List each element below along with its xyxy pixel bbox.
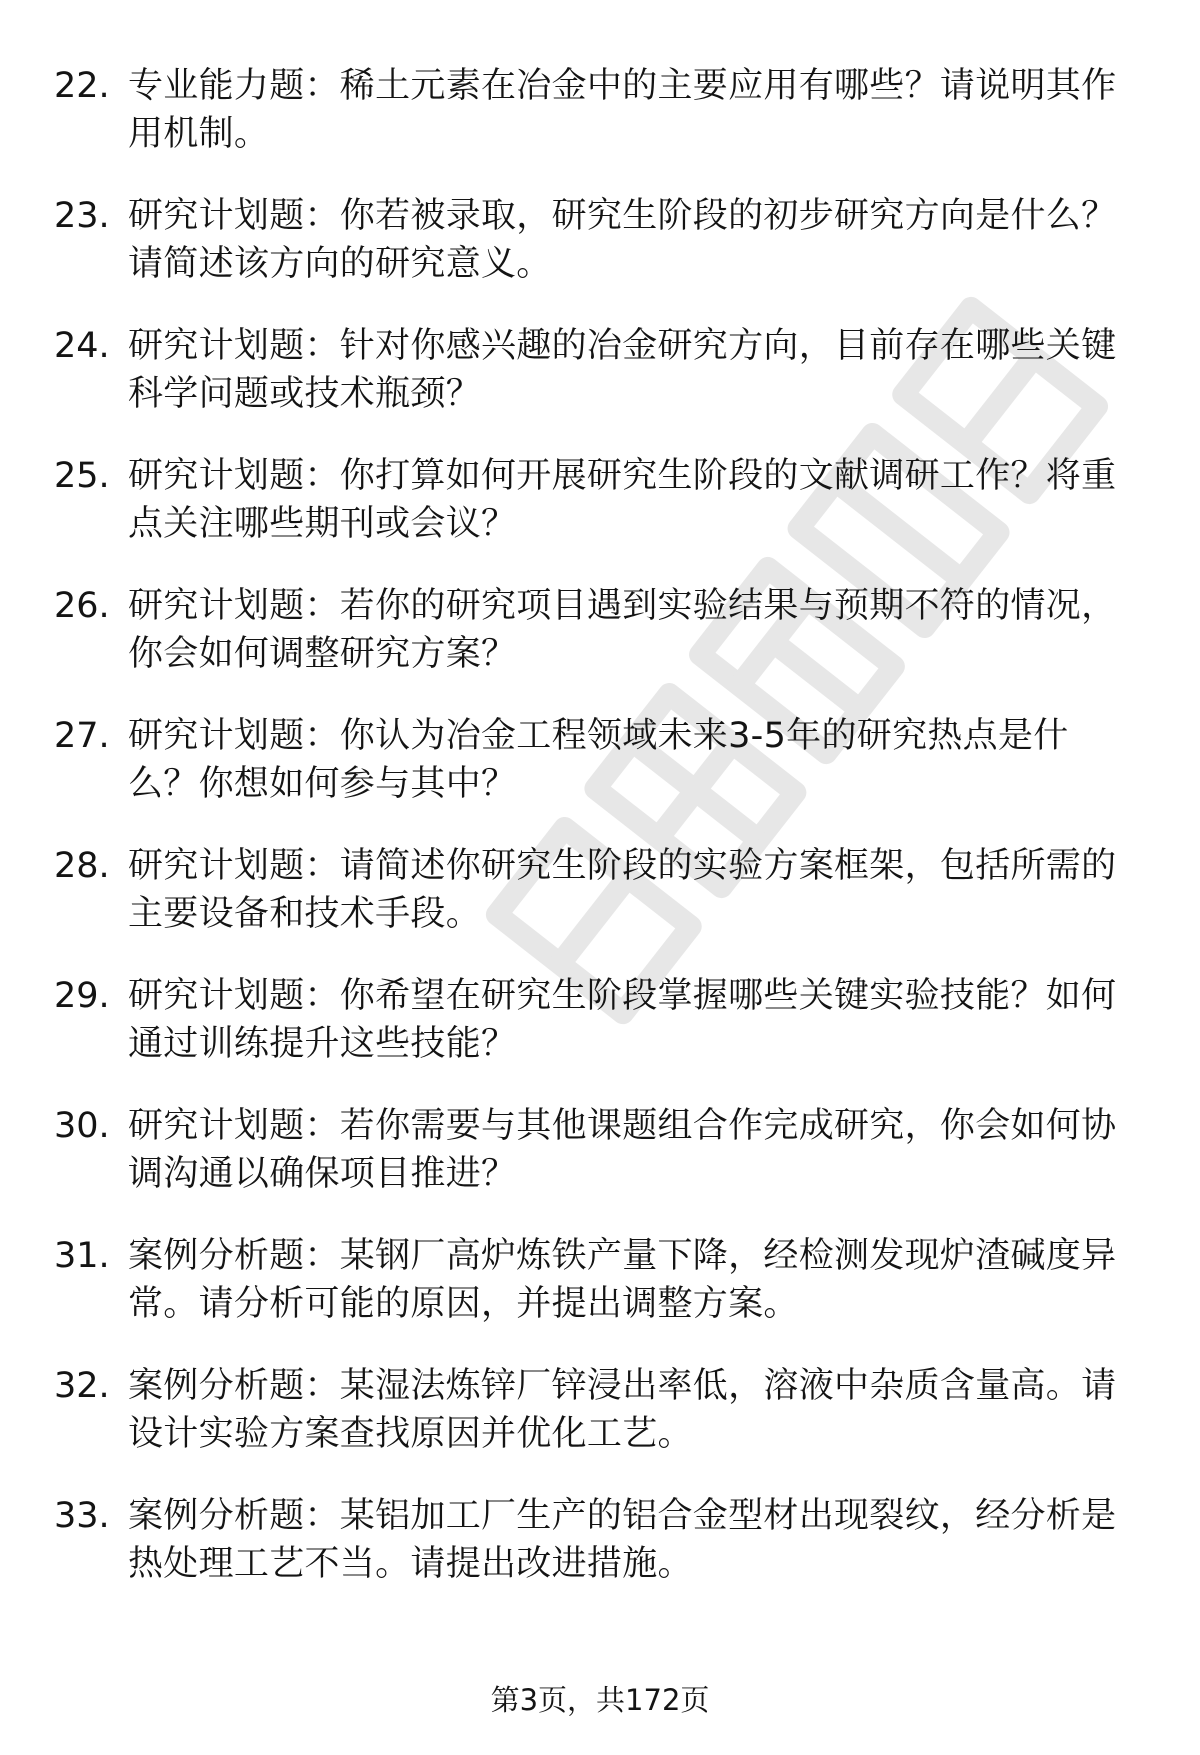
question-text (128, 1362, 1140, 1458)
question-text-line: 么？你想如何参与其中？ (128, 764, 517, 804)
question-number: 27. (54, 716, 110, 756)
question-text-line: 科学问题或技术瓶颈？ (128, 374, 482, 414)
question-text-line: 请简述该方向的研究意义。 (128, 244, 552, 284)
question-text (128, 842, 1140, 938)
question-number: 22. (54, 66, 110, 106)
question-item (0, 1102, 1200, 1232)
question-number: 24. (54, 326, 110, 366)
question-text (128, 582, 1140, 678)
question-text (128, 1102, 1140, 1198)
question-text-line: 你会如何调整研究方案？ (128, 634, 517, 674)
question-number: 29. (54, 976, 110, 1016)
question-item (0, 842, 1200, 972)
question-text-line: 通过训练提升这些技能？ (128, 1024, 517, 1064)
question-number: 26. (54, 586, 110, 626)
question-text-line: 点关注哪些期刊或会议？ (128, 504, 517, 544)
question-list (0, 62, 1200, 1622)
question-text-line: 研究计划题：你若被录取，研究生阶段的初步研究方向是什么？ (128, 196, 1117, 236)
question-item (0, 1492, 1200, 1622)
question-text (128, 1492, 1140, 1588)
question-text (128, 712, 1140, 808)
question-text (128, 972, 1140, 1068)
question-text-line: 调沟通以确保项目推进？ (128, 1154, 517, 1194)
question-item (0, 1362, 1200, 1492)
question-number: 25. (54, 456, 110, 496)
page-footer (0, 1680, 1200, 1720)
question-text-line: 研究计划题：针对你感兴趣的冶金研究方向，目前存在哪些关键 (128, 326, 1117, 366)
question-item (0, 712, 1200, 842)
question-text-line: 案例分析题：某铝加工厂生产的铝合金型材出现裂纹，经分析是 (128, 1496, 1117, 1536)
question-item (0, 972, 1200, 1102)
question-item (0, 322, 1200, 452)
question-text (128, 192, 1140, 288)
question-number: 31. (54, 1236, 110, 1276)
question-text (128, 62, 1140, 158)
question-text-line: 设计实验方案查找原因并优化工艺。 (128, 1414, 693, 1454)
question-text-line: 研究计划题：若你的研究项目遇到实验结果与预期不符的情况， (128, 586, 1117, 626)
question-text-line: 研究计划题：你希望在研究生阶段掌握哪些关键实验技能？如何 (128, 976, 1117, 1016)
question-text-line: 研究计划题：你打算如何开展研究生阶段的文献调研工作？将重 (128, 456, 1117, 496)
question-text-line: 常。请分析可能的原因，并提出调整方案。 (128, 1284, 799, 1324)
question-text-line: 热处理工艺不当。请提出改进措施。 (128, 1544, 693, 1584)
question-number: 33. (54, 1496, 110, 1536)
question-text (128, 452, 1140, 548)
question-item (0, 1232, 1200, 1362)
question-text (128, 1232, 1140, 1328)
question-item (0, 452, 1200, 582)
question-text (128, 322, 1140, 418)
question-number: 30. (54, 1106, 110, 1146)
question-text-line: 专业能力题：稀土元素在冶金中的主要应用有哪些？请说明其作 (128, 66, 1117, 106)
question-text-line: 研究计划题：若你需要与其他课题组合作完成研究，你会如何协 (128, 1106, 1117, 1146)
question-number: 23. (54, 196, 110, 236)
page-number-label: 第3页，共172页 (490, 1683, 710, 1717)
question-number: 28. (54, 846, 110, 886)
question-number: 32. (54, 1366, 110, 1406)
question-item (0, 62, 1200, 192)
question-item (0, 192, 1200, 322)
question-text-line: 研究计划题：你认为冶金工程领域未来3-5年的研究热点是什 (128, 716, 1069, 756)
question-text-line: 案例分析题：某钢厂高炉炼铁产量下降，经检测发现炉渣碱度异 (128, 1236, 1117, 1276)
question-text-line: 研究计划题：请简述你研究生阶段的实验方案框架，包括所需的 (128, 846, 1117, 886)
question-text-line: 主要设备和技术手段。 (128, 894, 482, 934)
question-text-line: 用机制。 (128, 114, 270, 154)
question-text-line: 案例分析题：某湿法炼锌厂锌浸出率低，溶液中杂质含量高。请 (128, 1366, 1117, 1406)
question-item (0, 582, 1200, 712)
